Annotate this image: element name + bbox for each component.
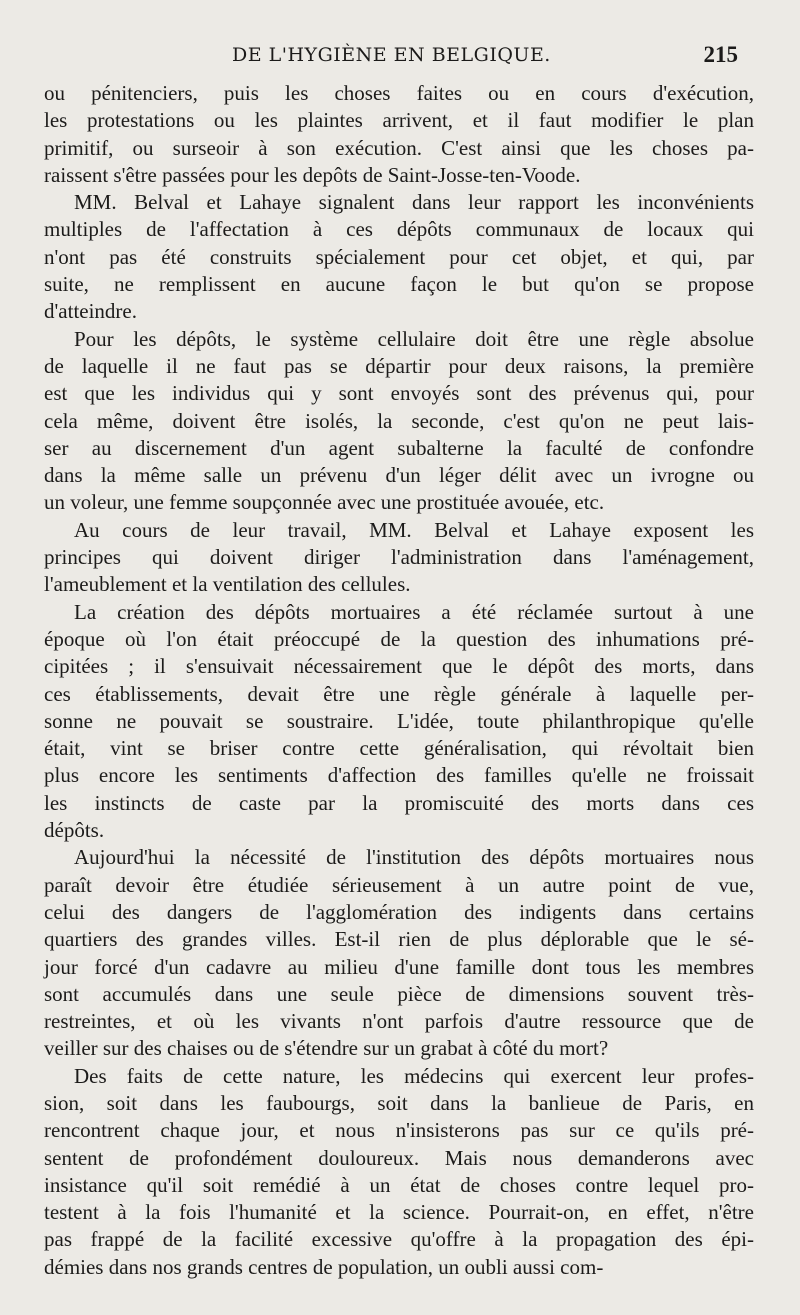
text-line: ou pénitenciers, puis les choses faites ou en cours d'exécution,: [44, 81, 754, 105]
text-line: sont accumulés dans une seule pièce de dimensions souvent très-: [44, 981, 754, 1006]
text-line: plus encore les sentiments d'affection des familles qu'elle ne froissait: [44, 763, 754, 788]
text-line: quartiers des grandes villes. Est-il rien de plus déplorable que le sé-: [44, 927, 754, 952]
text-line: les instincts de caste par la promiscuité des morts dans ces: [44, 790, 754, 815]
text-line: un voleur, une femme soupçonnée avec une prostituée avouée, etc.: [44, 490, 605, 515]
text-line: Aujourd'hui la nécessité de l'institution des dépôts mortuaires nous: [74, 845, 754, 870]
text-line: jour forcé d'un cadavre au milieu d'une famille dont tous les membres: [44, 954, 754, 979]
text-line: était, vint se briser contre cette généralisation, qui révoltait bien: [44, 736, 754, 761]
text-line: rencontrent chaque jour, et nous n'insisterons pas sur ce qu'ils pré-: [44, 1118, 754, 1143]
text-line: Au cours de leur travail, MM. Belval et Lahaye exposent les: [74, 517, 754, 542]
text-line: démies dans nos grands centres de population, un oubli aussi com-: [44, 1254, 604, 1279]
text-line: sonne ne pouvait se soustraire. L'idée, toute philanthropique qu'elle: [44, 708, 754, 733]
text-line: paraît devoir être étudiée sérieusement à un autre point de vue,: [44, 872, 754, 897]
text-line: sentent de profondément douloureux. Mais nous demanderons avec: [44, 1145, 754, 1170]
paragraph: [44, 326, 754, 517]
body-text: [44, 80, 754, 1281]
text-line: restreintes, et où les vivants n'ont parfois d'autre ressource que de: [44, 1009, 754, 1034]
text-line: est que les individus qui y sont envoyés sont des prévenus qui, pour: [44, 381, 754, 406]
text-line: sion, soit dans les faubourgs, soit dans la banlieue de Paris, en: [44, 1090, 754, 1115]
text-line: raissent s'être passées pour les depôts de Saint-Josse-ten-Voode.: [44, 162, 581, 187]
text-line: de laquelle il ne faut pas se départir pour deux raisons, la première: [44, 353, 754, 378]
paragraph: [44, 1063, 754, 1281]
text-line: Pour les dépôts, le système cellulaire doit être une règle absolue: [74, 326, 754, 351]
text-line: suite, ne remplissent en aucune façon le but qu'on se propose: [44, 272, 754, 297]
text-line: ces établissements, devait être une règle générale à laquelle per-: [44, 681, 754, 706]
text-line: époque où l'on était préoccupé de la question des inhumations pré-: [44, 626, 754, 651]
paragraph: [44, 599, 754, 845]
text-line: dépôts.: [44, 818, 105, 843]
paragraph: [44, 80, 754, 189]
text-line: primitif, ou surseoir à son exécution. C'est ainsi que les choses pa-: [44, 135, 754, 160]
text-line: Des faits de cette nature, les médecins qui exercent leur profes-: [74, 1063, 754, 1088]
paragraph: [44, 844, 754, 1062]
text-line: principes qui doivent diriger l'administration dans l'aménagement,: [44, 545, 754, 570]
text-line: celui des dangers de l'agglomération des indigents dans certains: [44, 899, 754, 924]
text-line: pas frappé de la facilité excessive qu'offre à la propagation des épi-: [44, 1227, 754, 1252]
paragraph: [44, 189, 754, 325]
text-line: multiples de l'affectation à ces dépôts communaux de locaux qui: [44, 217, 754, 242]
text-line: l'ameublement et la ventilation des cellules.: [44, 572, 411, 597]
text-line: dans la même salle un prévenu d'un léger délit avec un ivrogne ou: [44, 463, 754, 488]
text-line: d'atteindre.: [44, 299, 137, 324]
text-line: La création des dépôts mortuaires a été réclamée surtout à une: [74, 599, 754, 624]
page-number: 215: [703, 42, 738, 67]
text-line: veiller sur des chaises ou de s'étendre sur un grabat à côté du mort?: [44, 1036, 609, 1061]
text-line: cela même, doivent être isolés, la seconde, c'est qu'on ne peut lais-: [44, 408, 754, 433]
running-title: DE L'HYGIÈNE EN BELGIQUE.: [232, 44, 551, 66]
text-line: testent à la fois l'humanité et la science. Pourrait-on, en effet, n'être: [44, 1200, 754, 1225]
page-header: [0, 40, 800, 74]
paragraph: [44, 517, 754, 599]
text-line: ser au discernement d'un agent subalterne la faculté de confondre: [44, 435, 754, 460]
text-line: insistance qu'il soit remédié à un état de choses contre lequel pro-: [44, 1172, 754, 1197]
text-line: n'ont pas été construits spécialement pour cet objet, et qui, par: [44, 244, 754, 269]
text-line: cipitées ; il s'ensuivait nécessairement que le dépôt des morts, dans: [44, 654, 754, 679]
text-line: MM. Belval et Lahaye signalent dans leur rapport les inconvénients: [74, 190, 754, 215]
text-line: les protestations ou les plaintes arrivent, et il faut modifier le plan: [44, 108, 754, 133]
